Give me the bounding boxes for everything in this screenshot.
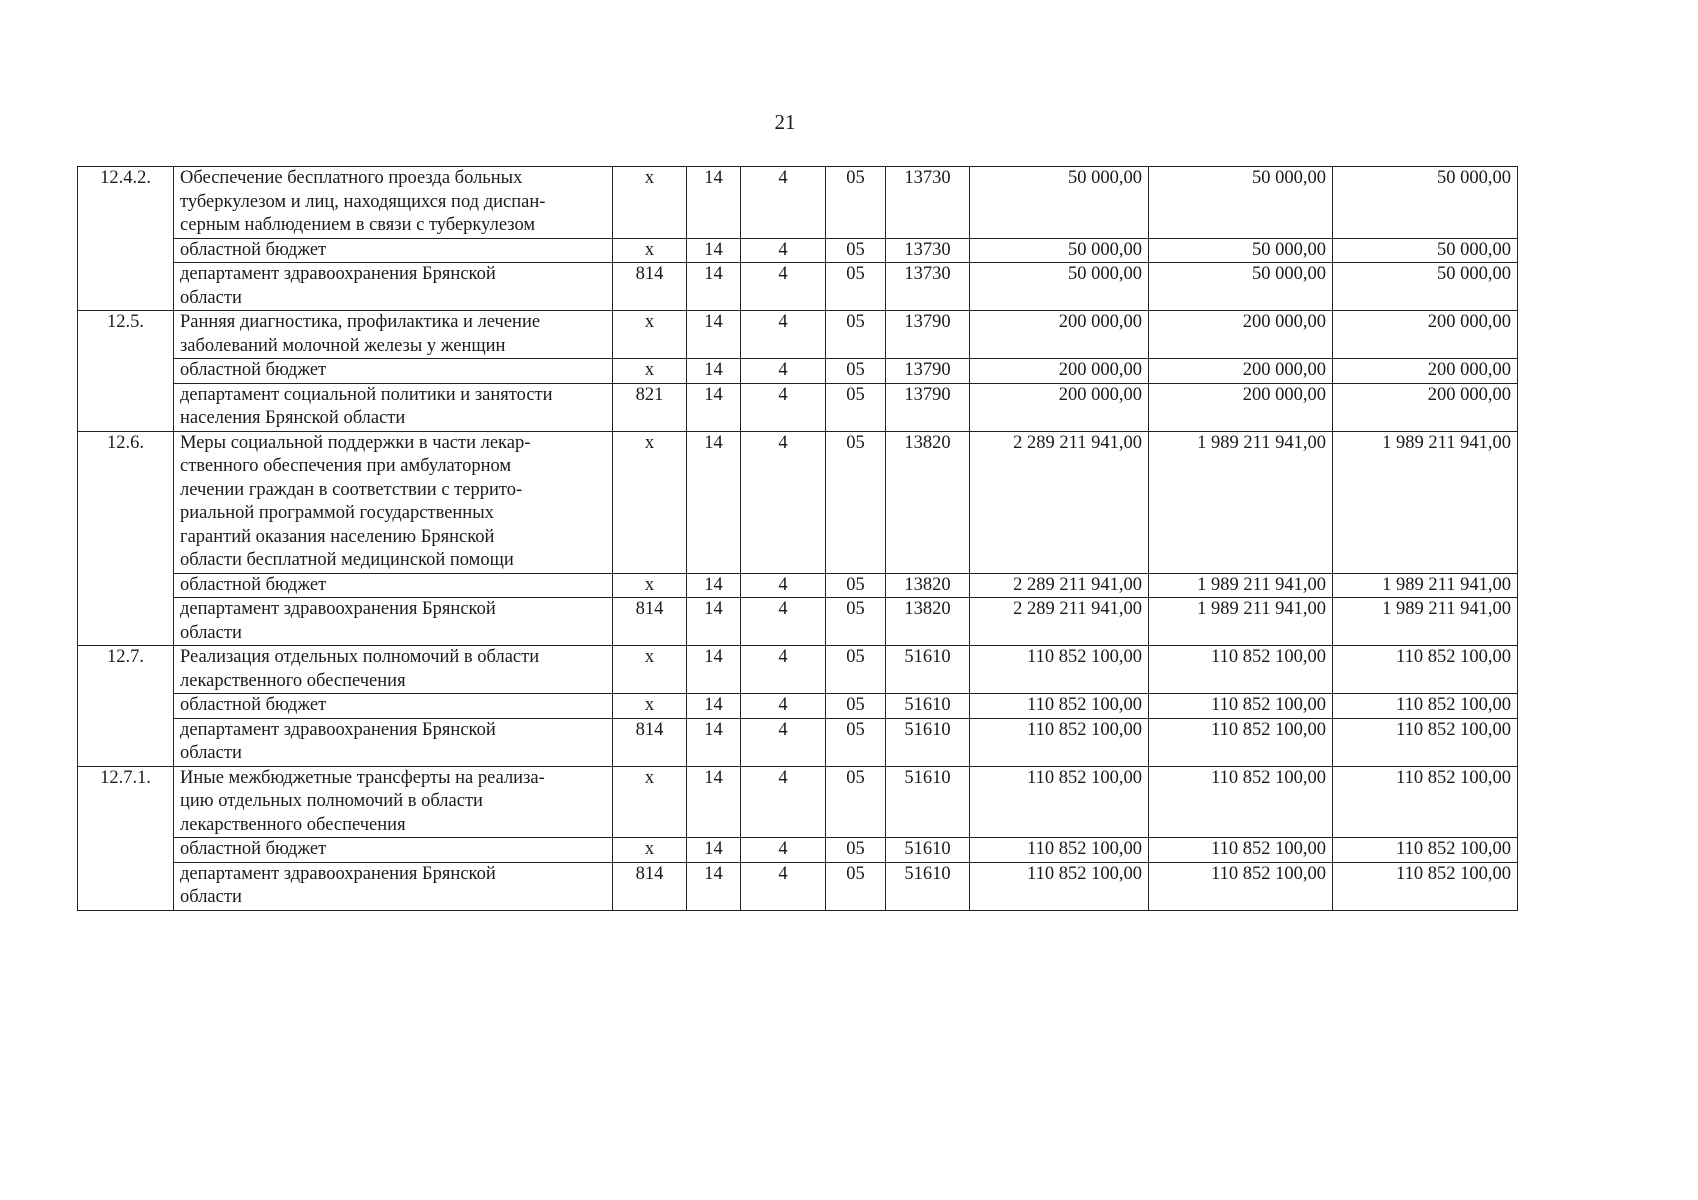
ministry-code: 814	[613, 598, 687, 646]
amount-year-2: 50 000,00	[1149, 167, 1333, 239]
item-number: 12.7.	[78, 646, 174, 767]
description-line: населения Брянской области	[180, 408, 406, 428]
description-line: гарантий оказания населению Брянской	[180, 526, 495, 547]
subsection-code: 4	[741, 718, 826, 766]
description-line: Иные межбюджетные трансферты на реализа-	[180, 767, 545, 788]
direction-code: 13790	[886, 383, 970, 431]
description-line: лекарственного обеспечения	[180, 814, 406, 835]
description-line: областной бюджет	[180, 695, 327, 715]
description-line: Реализация отдельных полномочий в области	[180, 647, 540, 667]
page-number: 21	[774, 110, 796, 134]
program-code: 05	[826, 862, 886, 910]
subsection-code: 4	[741, 359, 826, 384]
amount-year-1: 110 852 100,00	[970, 838, 1149, 863]
direction-code: 13790	[886, 311, 970, 359]
table-row	[78, 311, 1518, 359]
amount-year-1: 200 000,00	[970, 383, 1149, 431]
subsection-code: 4	[741, 431, 826, 573]
item-description	[174, 238, 613, 263]
program-code: 05	[826, 598, 886, 646]
section-code: 14	[687, 694, 741, 719]
ministry-code: 814	[613, 263, 687, 311]
amount-year-3: 50 000,00	[1333, 263, 1518, 311]
section-code: 14	[687, 431, 741, 573]
amount-year-1: 110 852 100,00	[970, 718, 1149, 766]
direction-code: 13820	[886, 598, 970, 646]
description-line: области	[180, 743, 242, 763]
subsection-code: 4	[741, 573, 826, 598]
program-code: 05	[826, 838, 886, 863]
direction-code: 51610	[886, 718, 970, 766]
direction-code: 13730	[886, 238, 970, 263]
table-row	[78, 238, 1518, 263]
ministry-code: х	[613, 838, 687, 863]
item-description	[174, 862, 613, 910]
amount-year-2: 200 000,00	[1149, 383, 1333, 431]
amount-year-2: 110 852 100,00	[1149, 646, 1333, 694]
ministry-code: х	[613, 646, 687, 694]
description-line: департамент здравоохранения Брянской	[180, 719, 496, 740]
section-code: 14	[687, 766, 741, 838]
program-code: 05	[826, 167, 886, 239]
program-code: 05	[826, 238, 886, 263]
program-code: 05	[826, 573, 886, 598]
table-row	[78, 359, 1518, 384]
direction-code: 51610	[886, 862, 970, 910]
subsection-code: 4	[741, 167, 826, 239]
subsection-code: 4	[741, 383, 826, 431]
program-code: 05	[826, 263, 886, 311]
item-description	[174, 573, 613, 598]
description-line: области	[180, 887, 242, 907]
amount-year-1: 110 852 100,00	[970, 646, 1149, 694]
item-description	[174, 359, 613, 384]
amount-year-1: 110 852 100,00	[970, 694, 1149, 719]
amount-year-1: 50 000,00	[970, 238, 1149, 263]
amount-year-2: 50 000,00	[1149, 263, 1333, 311]
section-code: 14	[687, 359, 741, 384]
item-description	[174, 766, 613, 838]
amount-year-2: 110 852 100,00	[1149, 766, 1333, 838]
item-description	[174, 167, 613, 239]
description-line: лечении граждан в соответствии с террито-	[180, 479, 523, 500]
description-line: департамент здравоохранения Брянской	[180, 599, 496, 619]
description-line: ственного обеспечения при амбулаторном	[180, 456, 512, 476]
item-number: 12.4.2.	[78, 167, 174, 311]
amount-year-2: 200 000,00	[1149, 359, 1333, 384]
program-code: 05	[826, 766, 886, 838]
amount-year-3: 200 000,00	[1333, 383, 1518, 431]
item-description	[174, 718, 613, 766]
description-line: департамент здравоохранения Брянской	[180, 264, 496, 284]
item-number: 12.7.1.	[78, 766, 174, 910]
budget-table	[77, 166, 1518, 911]
direction-code: 51610	[886, 766, 970, 838]
amount-year-1: 2 289 211 941,00	[970, 598, 1149, 646]
section-code: 14	[687, 573, 741, 598]
ministry-code: х	[613, 431, 687, 573]
item-description	[174, 263, 613, 311]
description-line: департамент здравоохранения Брянской	[180, 863, 496, 884]
section-code: 14	[687, 383, 741, 431]
description-line: Ранняя диагностика, профилактика и лечение	[180, 312, 541, 332]
amount-year-2: 1 989 211 941,00	[1149, 431, 1333, 573]
section-code: 14	[687, 646, 741, 694]
table-body	[78, 167, 1518, 911]
description-line: серным наблюдением в связи с туберкулезом	[180, 215, 536, 235]
amount-year-1: 200 000,00	[970, 311, 1149, 359]
ministry-code: х	[613, 694, 687, 719]
description-line: областной бюджет	[180, 574, 327, 595]
item-number: 12.6.	[78, 431, 174, 646]
subsection-code: 4	[741, 238, 826, 263]
amount-year-2: 50 000,00	[1149, 238, 1333, 263]
subsection-code: 4	[741, 646, 826, 694]
table-row	[78, 694, 1518, 719]
table-row	[78, 431, 1518, 573]
program-code: 05	[826, 431, 886, 573]
amount-year-3: 110 852 100,00	[1333, 838, 1518, 863]
table-row	[78, 598, 1518, 646]
description-line: области	[180, 287, 242, 308]
direction-code: 13820	[886, 431, 970, 573]
amount-year-2: 110 852 100,00	[1149, 862, 1333, 910]
item-description	[174, 383, 613, 431]
description-line: области бесплатной медицинской помощи	[180, 550, 514, 570]
description-line: области	[180, 622, 242, 643]
program-code: 05	[826, 646, 886, 694]
amount-year-3: 50 000,00	[1333, 238, 1518, 263]
table-row	[78, 383, 1518, 431]
section-code: 14	[687, 598, 741, 646]
amount-year-1: 50 000,00	[970, 263, 1149, 311]
description-line: областной бюджет	[180, 239, 327, 260]
section-code: 14	[687, 311, 741, 359]
description-line: областной бюджет	[180, 839, 327, 859]
amount-year-3: 1 989 211 941,00	[1333, 573, 1518, 598]
amount-year-2: 200 000,00	[1149, 311, 1333, 359]
table-row	[78, 646, 1518, 694]
ministry-code: 821	[613, 383, 687, 431]
table-row	[78, 263, 1518, 311]
section-code: 14	[687, 167, 741, 239]
direction-code: 51610	[886, 694, 970, 719]
amount-year-1: 2 289 211 941,00	[970, 431, 1149, 573]
description-line: туберкулезом и лиц, находящихся под диспан-	[180, 191, 546, 212]
ministry-code: х	[613, 238, 687, 263]
direction-code: 13730	[886, 167, 970, 239]
item-description	[174, 598, 613, 646]
item-description	[174, 311, 613, 359]
ministry-code: х	[613, 766, 687, 838]
section-code: 14	[687, 718, 741, 766]
item-description	[174, 838, 613, 863]
program-code: 05	[826, 694, 886, 719]
amount-year-3: 110 852 100,00	[1333, 766, 1518, 838]
amount-year-3: 1 989 211 941,00	[1333, 431, 1518, 573]
description-line: областной бюджет	[180, 360, 327, 380]
description-line: Обеспечение бесплатного проезда больных	[180, 168, 523, 188]
program-code: 05	[826, 383, 886, 431]
ministry-code: х	[613, 573, 687, 598]
item-description	[174, 646, 613, 694]
table-row	[78, 862, 1518, 910]
direction-code: 13730	[886, 263, 970, 311]
program-code: 05	[826, 311, 886, 359]
table-row	[78, 838, 1518, 863]
section-code: 14	[687, 838, 741, 863]
section-code: 14	[687, 862, 741, 910]
amount-year-2: 1 989 211 941,00	[1149, 598, 1333, 646]
description-line: заболеваний молочной железы у женщин	[180, 335, 506, 356]
ministry-code: х	[613, 311, 687, 359]
amount-year-3: 200 000,00	[1333, 311, 1518, 359]
subsection-code: 4	[741, 862, 826, 910]
amount-year-3: 110 852 100,00	[1333, 646, 1518, 694]
table-row	[78, 766, 1518, 838]
program-code: 05	[826, 718, 886, 766]
description-line: риальной программой государственных	[180, 503, 494, 523]
ministry-code: 814	[613, 862, 687, 910]
direction-code: 13820	[886, 573, 970, 598]
section-code: 14	[687, 238, 741, 263]
description-line: лекарственного обеспечения	[180, 670, 406, 691]
ministry-code: х	[613, 359, 687, 384]
amount-year-3: 110 852 100,00	[1333, 694, 1518, 719]
subsection-code: 4	[741, 766, 826, 838]
subsection-code: 4	[741, 598, 826, 646]
amount-year-3: 110 852 100,00	[1333, 862, 1518, 910]
program-code: 05	[826, 359, 886, 384]
ministry-code: х	[613, 167, 687, 239]
table-row	[78, 167, 1518, 239]
description-line: цию отдельных полномочий в области	[180, 791, 483, 811]
amount-year-2: 110 852 100,00	[1149, 838, 1333, 863]
amount-year-2: 110 852 100,00	[1149, 718, 1333, 766]
amount-year-1: 200 000,00	[970, 359, 1149, 384]
direction-code: 51610	[886, 646, 970, 694]
description-line: Меры социальной поддержки в части лекар-	[180, 432, 531, 453]
ministry-code: 814	[613, 718, 687, 766]
item-description	[174, 431, 613, 573]
subsection-code: 4	[741, 694, 826, 719]
amount-year-1: 50 000,00	[970, 167, 1149, 239]
subsection-code: 4	[741, 838, 826, 863]
amount-year-1: 110 852 100,00	[970, 766, 1149, 838]
amount-year-1: 110 852 100,00	[970, 862, 1149, 910]
amount-year-3: 110 852 100,00	[1333, 718, 1518, 766]
amount-year-3: 50 000,00	[1333, 167, 1518, 239]
amount-year-1: 2 289 211 941,00	[970, 573, 1149, 598]
amount-year-3: 1 989 211 941,00	[1333, 598, 1518, 646]
description-line: департамент социальной политики и занятости	[180, 384, 553, 405]
subsection-code: 4	[741, 263, 826, 311]
subsection-code: 4	[741, 311, 826, 359]
amount-year-3: 200 000,00	[1333, 359, 1518, 384]
amount-year-2: 110 852 100,00	[1149, 694, 1333, 719]
direction-code: 51610	[886, 838, 970, 863]
item-description	[174, 694, 613, 719]
table-row	[78, 573, 1518, 598]
section-code: 14	[687, 263, 741, 311]
amount-year-2: 1 989 211 941,00	[1149, 573, 1333, 598]
direction-code: 13790	[886, 359, 970, 384]
table-row	[78, 718, 1518, 766]
item-number: 12.5.	[78, 311, 174, 432]
